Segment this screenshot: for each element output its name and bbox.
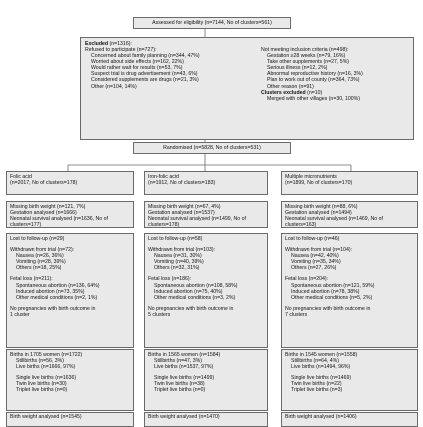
gestation-analysed: Gestation analysed (n=1666) (10, 210, 77, 217)
excluded-title: Excluded (85, 41, 109, 47)
excluded-right-item: Gestation ≥28 weeks (n=79, 16%) (267, 53, 346, 60)
no-pregnancies-line: 7 clusters (285, 311, 308, 318)
births-heading: Births in 1565 women (n=1584) (148, 352, 221, 358)
arm-missing-folic (6, 201, 134, 228)
arm-header-mmn (281, 171, 418, 195)
arm-count: (n=1899, No of clusters=170) (285, 180, 353, 187)
fetal-loss-heading: Fetal loss (n=204): (285, 276, 329, 283)
single-births-item: Twin live births (n=22) (291, 381, 342, 388)
withdrawn-item: Others (n=32, 31%) (154, 265, 200, 272)
excluded-left-item: Suspect trial is drug advertisement (n=43, 6%) (91, 71, 198, 78)
births-item: Stillbirths (n=47, 3%) (154, 358, 203, 365)
fetal-loss-heading: Fetal loss (n=211): (10, 276, 53, 283)
withdrawn-item: Vomiting (n=40, 39%) (154, 259, 204, 266)
arm-name: Multiple micronutrients (285, 174, 337, 180)
fetal-loss-item: Induced abortion (n=78, 38%) (291, 288, 360, 295)
randomised-box (133, 142, 291, 154)
randomised-text: Randomised (n=5828, No of clusters=531) (163, 145, 261, 151)
births-item: Stillbirths (n=56, 3%) (16, 358, 65, 365)
birth-weight-analysed: Birth weight analysed (n=1470) (148, 414, 220, 420)
birth-weight-analysed: Birth weight analysed (n=1406) (285, 414, 357, 420)
single-births-item: Triplet live births (n=0) (16, 387, 68, 394)
excluded-left-column (85, 47, 245, 90)
birth-weight-analysed: Birth weight analysed (n=1545) (10, 414, 82, 420)
no-pregnancies-line: No pregnancies with birth outcome in (10, 305, 96, 312)
excluded-left-item: Concerned about family planning (n=344, 47%) (91, 53, 200, 60)
fetal-loss-heading: Fetal loss (n=186): (148, 276, 192, 283)
births-item: Live births (n=1494, 96%) (291, 364, 351, 371)
withdrawn-item: Others (n=27, 26%) (291, 265, 337, 272)
arm-missing-iron (144, 201, 268, 228)
withdrawn-item: Nausea (n=31, 30%) (154, 253, 202, 260)
single-births-item: Twin live births (n=38) (154, 381, 205, 388)
neonatal-survival-line: clusters=177) (10, 222, 42, 228)
fetal-loss-item: Induced abortion (n=75, 40%) (154, 288, 223, 295)
arm-births-iron (144, 349, 268, 411)
gestation-analysed: Gestation analysed (n=1494) (285, 210, 352, 217)
gestation-analysed: Gestation analysed (n=1537) (148, 210, 215, 217)
no-pregnancies-line: No pregnancies with birth outcome in (285, 305, 371, 312)
arm-analysed-iron (144, 412, 268, 427)
arm-followup-iron (144, 233, 268, 348)
births-item: Stillbirths (n=64, 4%) (291, 358, 340, 365)
withdrawn-heading: Withdrawn from trial (n=72): (10, 247, 75, 254)
births-item: Live births (n=1666, 97%) (16, 364, 76, 371)
single-births-item: Single live births (n=1499) (154, 375, 215, 382)
assessed-text: Assessed for eligibility (n=7144, No of clusters=561) (152, 20, 272, 26)
excluded-left-item: Worried about side effects (n=162, 22%) (91, 59, 184, 66)
arm-analysed-folic (6, 412, 134, 427)
fetal-loss-item: Other medical conditions (n=5, 2%) (291, 294, 373, 301)
neonatal-survival-line: Neonatal survival analysed (n=1636, No of (10, 216, 108, 223)
fetal-loss-item: Spontaneous abortion (n=121, 59%) (291, 282, 375, 289)
lost-to-followup: Lost to follow-up (n=58) (148, 236, 203, 242)
excluded-right-item: Serious illness (n=12, 2%) (267, 65, 328, 72)
neonatal-survival-line: Neonatal survival analysed (n=1499, No of (148, 216, 246, 223)
no-pregnancies-line: 1 cluster (10, 311, 30, 318)
missing-birth-weight: Missing birth weight (n=121, 7%) (10, 204, 86, 210)
no-pregnancies-line: 5 clusters (148, 311, 171, 318)
fetal-loss-item: Spontaneous abortion (n=108, 58%) (154, 282, 238, 289)
neonatal-survival-line: Neonatal survival analysed (n=1469, No of (285, 216, 383, 223)
withdrawn-item: Nausea (n=42, 40%) (291, 253, 339, 260)
excluded-count: (n=1316): (108, 41, 132, 47)
no-pregnancies-line: No pregnancies with birth outcome in (148, 305, 234, 312)
fetal-loss-item: Spontaneous abortion (n=136, 64%) (16, 282, 100, 289)
lost-to-followup: Lost to follow-up (n=46) (285, 236, 340, 242)
excluded-right-column (261, 47, 411, 102)
withdrawn-item: Others (n=18, 25%) (16, 265, 62, 272)
arm-count: (n=1912, No of clusters=183) (148, 180, 216, 187)
excluded-left-item: Other (n=104, 14%) (91, 83, 137, 90)
births-heading: Births in 1705 women (n=1722) (10, 352, 83, 358)
arm-header-folic (6, 171, 134, 195)
excluded-right-item: Not meeting inclusion criteria (n=498): (261, 47, 349, 53)
excluded-box (80, 37, 414, 140)
arm-analysed-mmn (281, 412, 418, 427)
clusters-excluded-count: (n=10) (305, 89, 323, 96)
births-item: Live births (n=1537, 97%) (154, 364, 214, 371)
fetal-loss-item: Other medical conditions (n=3, 2%) (154, 294, 236, 301)
excluded-left-item: Considered supplements are drugs (n=21, 3%) (91, 77, 199, 84)
withdrawn-heading: Withdrawn from trial (n=104): (285, 247, 353, 254)
lost-to-followup: Lost to follow-up (n=29) (10, 236, 65, 242)
clusters-excluded-item: Merged with other villages (n=30, 100%) (267, 95, 360, 102)
single-births-item: Triplet live births (n=0) (154, 387, 206, 394)
single-births-item: Single live births (n=1469) (291, 375, 352, 382)
excluded-right-item: Plan to work out of county (n=364, 73%) (267, 77, 360, 84)
arm-count: (n=2017, No of clusters=178) (10, 180, 78, 187)
fetal-loss-item: Other medical conditions (n=2, 1%) (16, 294, 98, 301)
single-births-item: Triplet live births (n=3) (291, 387, 343, 394)
assessed-box (133, 17, 291, 29)
withdrawn-item: Nausea (n=26, 36%) (16, 253, 64, 260)
excluded-right-item: Abnormal reproductive history (n=16, 3%) (267, 71, 363, 78)
arm-header-iron (144, 171, 268, 195)
withdrawn-item: Vomiting (n=28, 39%) (16, 259, 66, 266)
withdrawn-item: Vomiting (n=35, 34%) (291, 259, 341, 266)
clusters-excluded-title: Clusters excluded (261, 89, 306, 96)
births-heading: Births in 1545 women (n=1558) (285, 352, 358, 358)
excluded-left-item: Refused to participate (n=727): (85, 47, 157, 53)
arm-name: Iron-folic acid (148, 174, 179, 180)
excluded-left-item: Would rather wait for results (n=53, 7%) (91, 65, 183, 72)
withdrawn-heading: Withdrawn from trial (n=103): (148, 247, 216, 254)
missing-birth-weight: Missing birth weight (n=88, 6%) (285, 204, 358, 210)
arm-missing-mmn (281, 201, 418, 228)
single-births-item: Twin live births (n=30) (16, 381, 67, 388)
missing-birth-weight: Missing birth weight (n=67, 4%) (148, 204, 221, 210)
neonatal-survival-line: clusters=178) (148, 222, 180, 228)
excluded-right-item: Take other supplements (n=27, 5%) (267, 59, 350, 66)
arm-name: Folic acid (10, 174, 32, 180)
single-births-item: Single live births (n=1636) (16, 375, 77, 382)
arm-followup-mmn (281, 233, 418, 348)
arm-births-mmn (281, 349, 418, 411)
arm-followup-folic (6, 233, 134, 348)
neonatal-survival-line: clusters=163) (285, 222, 317, 228)
arm-births-folic (6, 349, 134, 411)
fetal-loss-item: Induced abortion (n=73, 35%) (16, 288, 85, 295)
excluded-right-item: Other reason (n=91) (267, 83, 314, 90)
